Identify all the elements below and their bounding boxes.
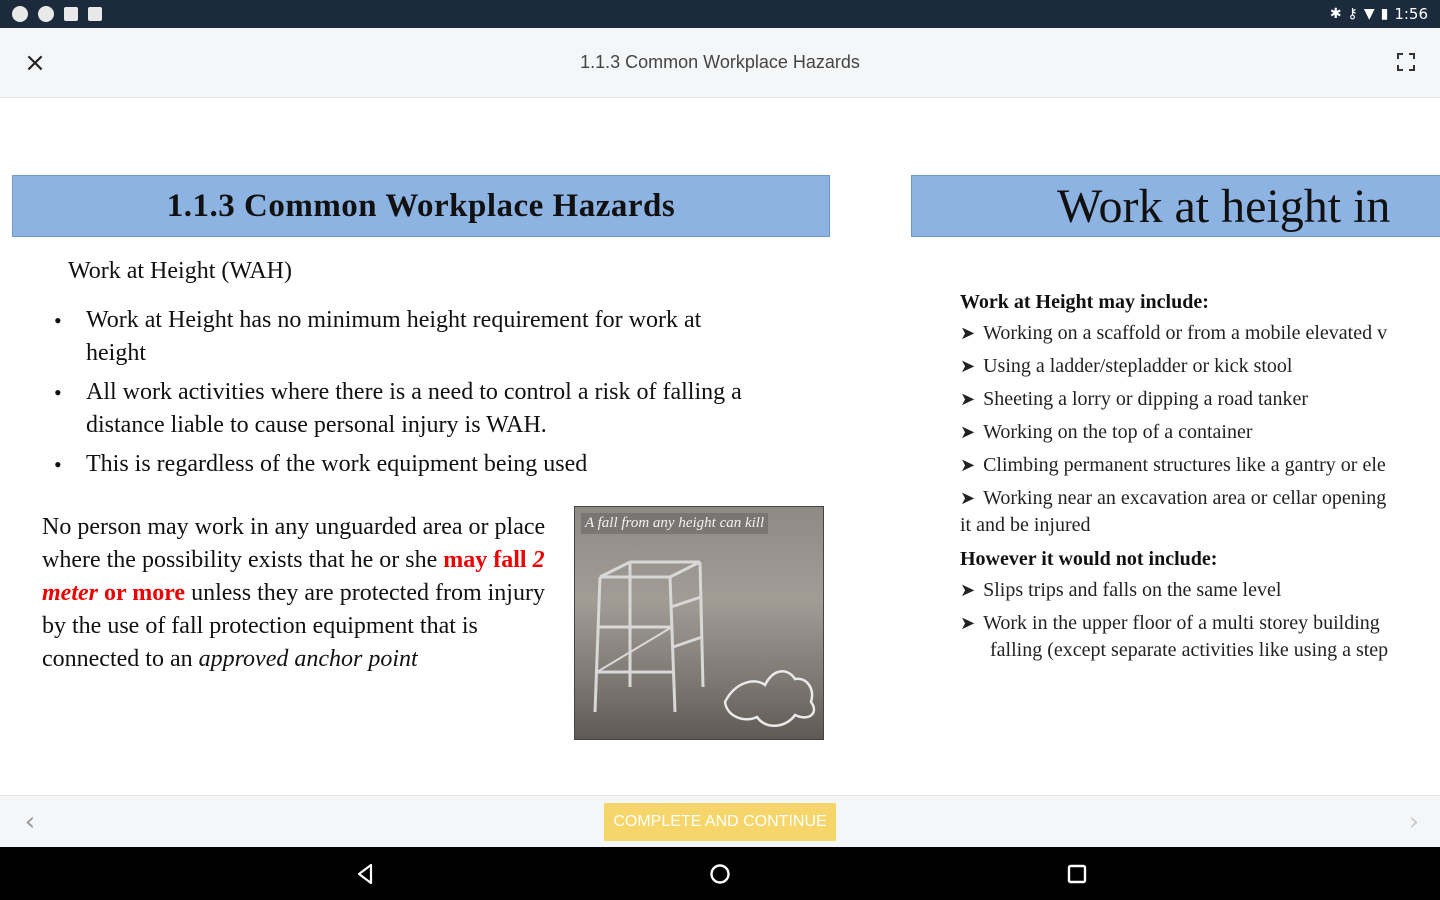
list-item: ➤ Working near an excavation area or cellar opening it and be injured [960,487,1387,536]
paragraph-text: No person may work in any unguarded area or place where the possibility exists that he or she [42,514,546,573]
back-button[interactable] [352,861,378,887]
top-toolbar [0,28,1440,98]
slide2-header: Work at height in [911,175,1440,237]
navigation-bar [0,847,1440,900]
arrow-bullet-icon: ➤ [960,422,976,443]
slide2-exclude-list [960,577,1440,670]
battery-icon: ▮ [1380,6,1389,22]
complete-and-continue-button[interactable]: COMPLETE AND CONTINUE [604,803,836,841]
list-item: • Work at Height has no minimum height requirement for work at height [52,304,752,370]
recent-square-icon [1064,861,1090,887]
highlight-text: or more [97,580,186,606]
photo-caption: A fall from any height can kill [581,513,768,534]
list-item: ➤ Using a ladder/stepladder or kick stool [960,355,1293,377]
slide1-bullet-list [52,304,752,487]
slide1-subtitle: Work at Height (WAH) [68,258,293,284]
arrow-bullet-icon: ➤ [960,356,976,377]
close-button[interactable]: × [24,48,46,78]
slide2-heading: Work at Height may include: [960,291,1209,313]
highlight-text: 2 meter [42,547,545,606]
list-item: ➤ Working on the top of a container [960,421,1253,443]
notification-icons [12,6,102,22]
list-item: ➤ Working on a scaffold or from a mobile elevated v [960,322,1388,344]
scaffold-photo [574,506,824,740]
notification-icon [88,7,102,21]
notification-icon [64,7,78,21]
arrow-bullet-icon: ➤ [960,389,976,410]
slide1-paragraph [42,511,562,676]
arrow-bullet-icon: ➤ [960,323,976,344]
slide2-heading: However it would not include: [960,548,1218,570]
notification-icon [12,6,28,22]
key-icon: ⚷ [1347,6,1358,22]
system-status [1330,5,1428,23]
previous-button[interactable]: ‹ [24,807,36,837]
notification-icon [38,6,54,22]
status-bar [0,0,1440,28]
arrow-bullet-icon: ➤ [960,580,976,601]
bottom-bar [0,795,1440,847]
highlight-text: may fall [443,547,533,573]
arrow-bullet-icon: ➤ [960,488,976,509]
arrow-bullet-icon: ➤ [960,613,976,634]
paragraph-text: approved anchor point [198,646,418,672]
list-item: ➤ Work in the upper floor of a multi storey building falling (except separate activities like using a step [960,612,1389,661]
clock: 1:56 [1394,5,1428,23]
page-title: 1.1.3 Common Workplace Hazards [580,52,860,72]
slide2-include-list [960,320,1440,545]
fullscreen-icon [1394,50,1418,74]
bluetooth-icon: ✱ [1329,6,1342,22]
list-item: ➤ Sheeting a lorry or dipping a road tanker [960,388,1308,410]
list-item: ➤ Climbing permanent structures like a gantry or ele [960,454,1386,476]
wifi-icon: ▼ [1363,6,1375,22]
list-item: • This is regardless of the work equipment being used [52,448,752,481]
back-triangle-icon [352,861,378,887]
fullscreen-button[interactable] [1394,50,1418,74]
scaffold-illustration [575,507,824,740]
slide-viewer[interactable] [0,98,1440,795]
next-button[interactable]: › [1408,807,1420,837]
home-button[interactable] [707,861,733,887]
arrow-bullet-icon: ➤ [960,455,976,476]
recent-apps-button[interactable] [1064,861,1090,887]
list-item: ➤ Slips trips and falls on the same level [960,579,1282,601]
paragraph-text: unless they are protected from injury by the use of fall protection equipment that is connected to an [42,580,545,672]
home-circle-icon [707,861,733,887]
slide1-header: 1.1.3 Common Workplace Hazards [12,175,830,237]
list-item: • All work activities where there is a need to control a risk of falling a distance liable to cause personal injury is WAH. [52,376,752,442]
